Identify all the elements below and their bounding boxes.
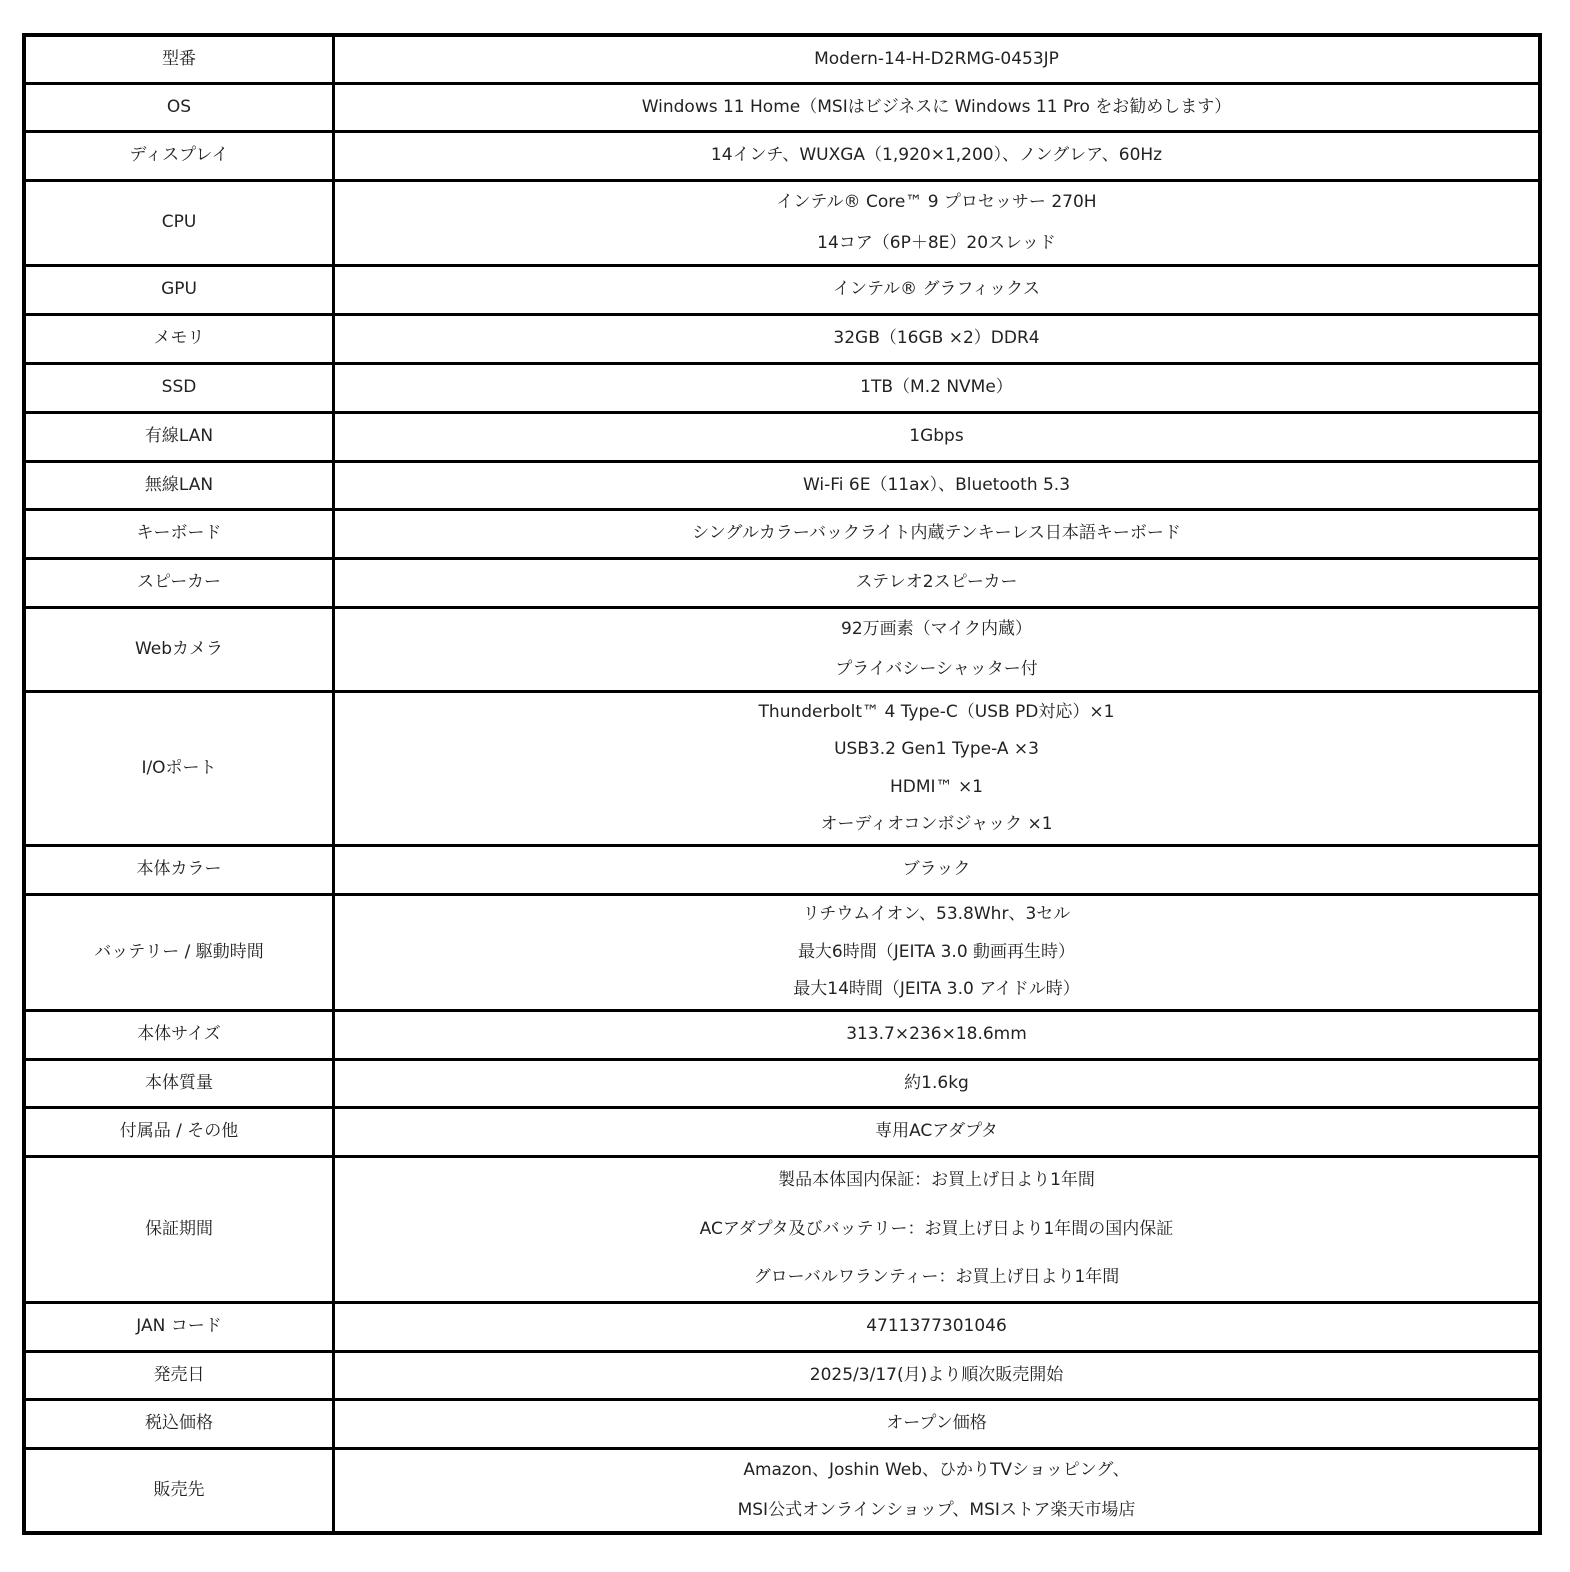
spec-label: キーボード [24, 509, 334, 558]
spec-row-os [24, 83, 1540, 131]
spec-value-line: Windows 11 Home（MSIはビジネスに Windows 11 Pro をお勧めします） [641, 96, 1232, 117]
spec-value-line: Modern-14-H-D2RMG-0453JP [814, 49, 1059, 70]
spec-value [334, 1010, 1541, 1059]
spec-value-line: 最大14時間（JEITA 3.0 アイドル時） [793, 979, 1080, 1000]
spec-label: 本体質量 [24, 1059, 334, 1107]
spec-value-line: 約1.6kg [904, 1072, 969, 1093]
spec-value-line: USB3.2 Gen1 Type-A ×3 [834, 739, 1039, 760]
spec-row-retailers [24, 1448, 1540, 1533]
spec-value [334, 83, 1541, 131]
spec-label: 無線LAN [24, 461, 334, 509]
spec-value [334, 412, 1541, 461]
spec-value [334, 607, 1541, 691]
spec-value [334, 265, 1541, 314]
spec-value-line: MSI公式オンラインショップ、MSIストア楽天市場店 [737, 1500, 1136, 1521]
spec-label: 有線LAN [24, 412, 334, 461]
spec-value-line: インテル® Core™ 9 プロセッサー 270H [776, 192, 1097, 213]
spec-value-line: Wi-Fi 6E（11ax）、Bluetooth 5.3 [802, 474, 1071, 495]
spec-value [334, 314, 1541, 363]
spec-row-wireless-lan [24, 461, 1540, 509]
spec-row-release-date [24, 1351, 1540, 1399]
spec-value [334, 691, 1541, 845]
spec-value-line: 92万画素（マイク内蔵） [841, 618, 1032, 639]
spec-value-line: オーディオコンボジャック ×1 [820, 813, 1053, 834]
spec-label: 本体カラー [24, 845, 334, 894]
spec-value [334, 1351, 1541, 1399]
spec-label: バッテリー / 駆動時間 [24, 894, 334, 1010]
spec-row-warranty [24, 1156, 1540, 1302]
spec-value-line: HDMI™ ×1 [889, 776, 984, 797]
spec-label: JAN コード [24, 1302, 334, 1351]
spec-value [334, 1107, 1541, 1156]
spec-value-line: 1Gbps [909, 426, 964, 447]
spec-value-line: ブラック [902, 859, 971, 880]
spec-row-gpu [24, 265, 1540, 314]
spec-value-line: 2025/3/17(月)より順次販売開始 [809, 1364, 1064, 1385]
spec-value-line: ステレオ2スピーカー [855, 572, 1018, 593]
spec-label: CPU [24, 180, 334, 265]
spec-value-line: 32GB（16GB ×2）DDR4 [833, 328, 1040, 349]
spec-value [334, 35, 1541, 83]
spec-value-line: 14インチ、WUXGA（1,920×1,200）、ノングレア、60Hz [710, 145, 1163, 166]
spec-row-display [24, 131, 1540, 180]
spec-value [334, 180, 1541, 265]
spec-value-line: 4711377301046 [866, 1316, 1007, 1337]
spec-row-keyboard [24, 509, 1540, 558]
spec-label: Webカメラ [24, 607, 334, 691]
spec-value [334, 1302, 1541, 1351]
spec-value [334, 131, 1541, 180]
spec-value-line: 1TB（M.2 NVMe） [860, 377, 1013, 398]
spec-value [334, 845, 1541, 894]
spec-label: I/Oポート [24, 691, 334, 845]
spec-row-webcam [24, 607, 1540, 691]
spec-row-price [24, 1399, 1540, 1448]
spec-value-line: ACアダプタ及びバッテリー：お買上げ日より1年間の国内保証 [699, 1218, 1174, 1239]
spec-row-accessories [24, 1107, 1540, 1156]
spec-value [334, 894, 1541, 1010]
spec-row-battery [24, 894, 1540, 1010]
spec-row-size [24, 1010, 1540, 1059]
spec-row-ssd [24, 363, 1540, 412]
spec-value-line: 専用ACアダプタ [875, 1121, 998, 1142]
spec-value-line: シングルカラーバックライト内蔵テンキーレス日本語キーボード [692, 523, 1181, 544]
spec-label: スピーカー [24, 558, 334, 607]
spec-row-weight [24, 1059, 1540, 1107]
spec-value [334, 461, 1541, 509]
spec-value [334, 1156, 1541, 1302]
spec-row-model [24, 35, 1540, 83]
spec-label: メモリ [24, 314, 334, 363]
spec-label: 本体サイズ [24, 1010, 334, 1059]
spec-row-io-ports [24, 691, 1540, 845]
spec-table-body [24, 35, 1540, 1533]
spec-value [334, 1399, 1541, 1448]
spec-value-line: Thunderbolt™ 4 Type-C（USB PD対応）×1 [758, 701, 1115, 722]
spec-value-line: 最大6時間（JEITA 3.0 動画再生時） [797, 941, 1076, 962]
spec-value [334, 1059, 1541, 1107]
spec-table [22, 33, 1542, 1535]
spec-label: 発売日 [24, 1351, 334, 1399]
spec-value-line: オープン価格 [886, 1413, 987, 1434]
spec-label: 付属品 / その他 [24, 1107, 334, 1156]
spec-label: ディスプレイ [24, 131, 334, 180]
spec-value-line: 製品本体国内保証：お買上げ日より1年間 [778, 1170, 1095, 1191]
spec-value-line: リチウムイオン、53.8Whr、3セル [802, 904, 1071, 925]
spec-value-line: グローバルワランティー：お買上げ日より1年間 [753, 1267, 1120, 1288]
spec-value [334, 509, 1541, 558]
spec-label: SSD [24, 363, 334, 412]
spec-value-line: Amazon、Joshin Web、ひかりTVショッピング、 [743, 1459, 1130, 1480]
spec-value [334, 558, 1541, 607]
spec-row-memory [24, 314, 1540, 363]
spec-value-line: 14コア（6P＋8E）20スレッド [817, 232, 1056, 253]
spec-label: 保証期間 [24, 1156, 334, 1302]
spec-row-cpu [24, 180, 1540, 265]
spec-label: GPU [24, 265, 334, 314]
spec-row-color [24, 845, 1540, 894]
spec-row-wired-lan [24, 412, 1540, 461]
spec-row-jan-code [24, 1302, 1540, 1351]
spec-value-line: プライバシーシャッター付 [835, 659, 1038, 679]
spec-value [334, 363, 1541, 412]
spec-label: 型番 [24, 35, 334, 83]
spec-value [334, 1448, 1541, 1533]
spec-row-speaker [24, 558, 1540, 607]
spec-label: 税込価格 [24, 1399, 334, 1448]
spec-value-line: 313.7×236×18.6mm [846, 1024, 1027, 1045]
spec-value-line: インテル® グラフィックス [832, 279, 1041, 300]
spec-label: OS [24, 83, 334, 131]
spec-label: 販売先 [24, 1448, 334, 1533]
